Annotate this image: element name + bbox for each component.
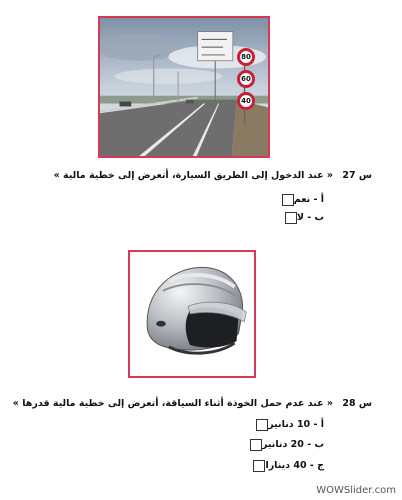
speed-limit-80: 80 [241, 53, 251, 61]
answer-checkbox[interactable] [282, 194, 294, 206]
option-label: ب - 20 دنانير [261, 439, 324, 450]
option-label: ج - 40 دينارا [265, 460, 324, 471]
speed-limit-40: 40 [241, 97, 251, 105]
question-27 [54, 170, 372, 181]
question-number: س 28 [342, 398, 372, 409]
question-text: « عند عدم حمل الخوذة أثناء السياقة، أتعرض إلى خطية مالية قدرها » [12, 398, 334, 409]
watermark: WOWSlider.com [316, 485, 396, 496]
speed-limit-signs [237, 48, 259, 118]
answer-checkbox[interactable] [285, 212, 297, 224]
option-20-dinars[interactable] [244, 437, 324, 452]
answer-checkbox[interactable] [253, 460, 265, 472]
speed-limit-sign [237, 70, 255, 88]
speed-limit-60: 60 [241, 75, 251, 83]
question-28 [13, 398, 372, 409]
option-label: أ - 10 دنانير [268, 419, 324, 430]
option-label: أ - نعم [293, 194, 324, 205]
answer-checkbox[interactable] [256, 419, 268, 431]
helmet-image [130, 252, 254, 376]
answer-checkbox[interactable] [250, 439, 262, 451]
option-label: ب - لا [296, 212, 324, 223]
question-text: « عند الدخول إلى الطريق السيارة، أتعرض إلى خطية مالية » [53, 170, 334, 181]
option-40-dinars[interactable] [247, 458, 324, 473]
option-10-dinars[interactable] [250, 417, 324, 432]
helmet-photo [128, 250, 256, 378]
speed-limit-sign [237, 48, 255, 66]
speed-limit-sign [237, 92, 255, 110]
option-yes[interactable] [276, 192, 324, 207]
option-no[interactable] [279, 210, 324, 225]
question-number: س 27 [342, 170, 372, 181]
